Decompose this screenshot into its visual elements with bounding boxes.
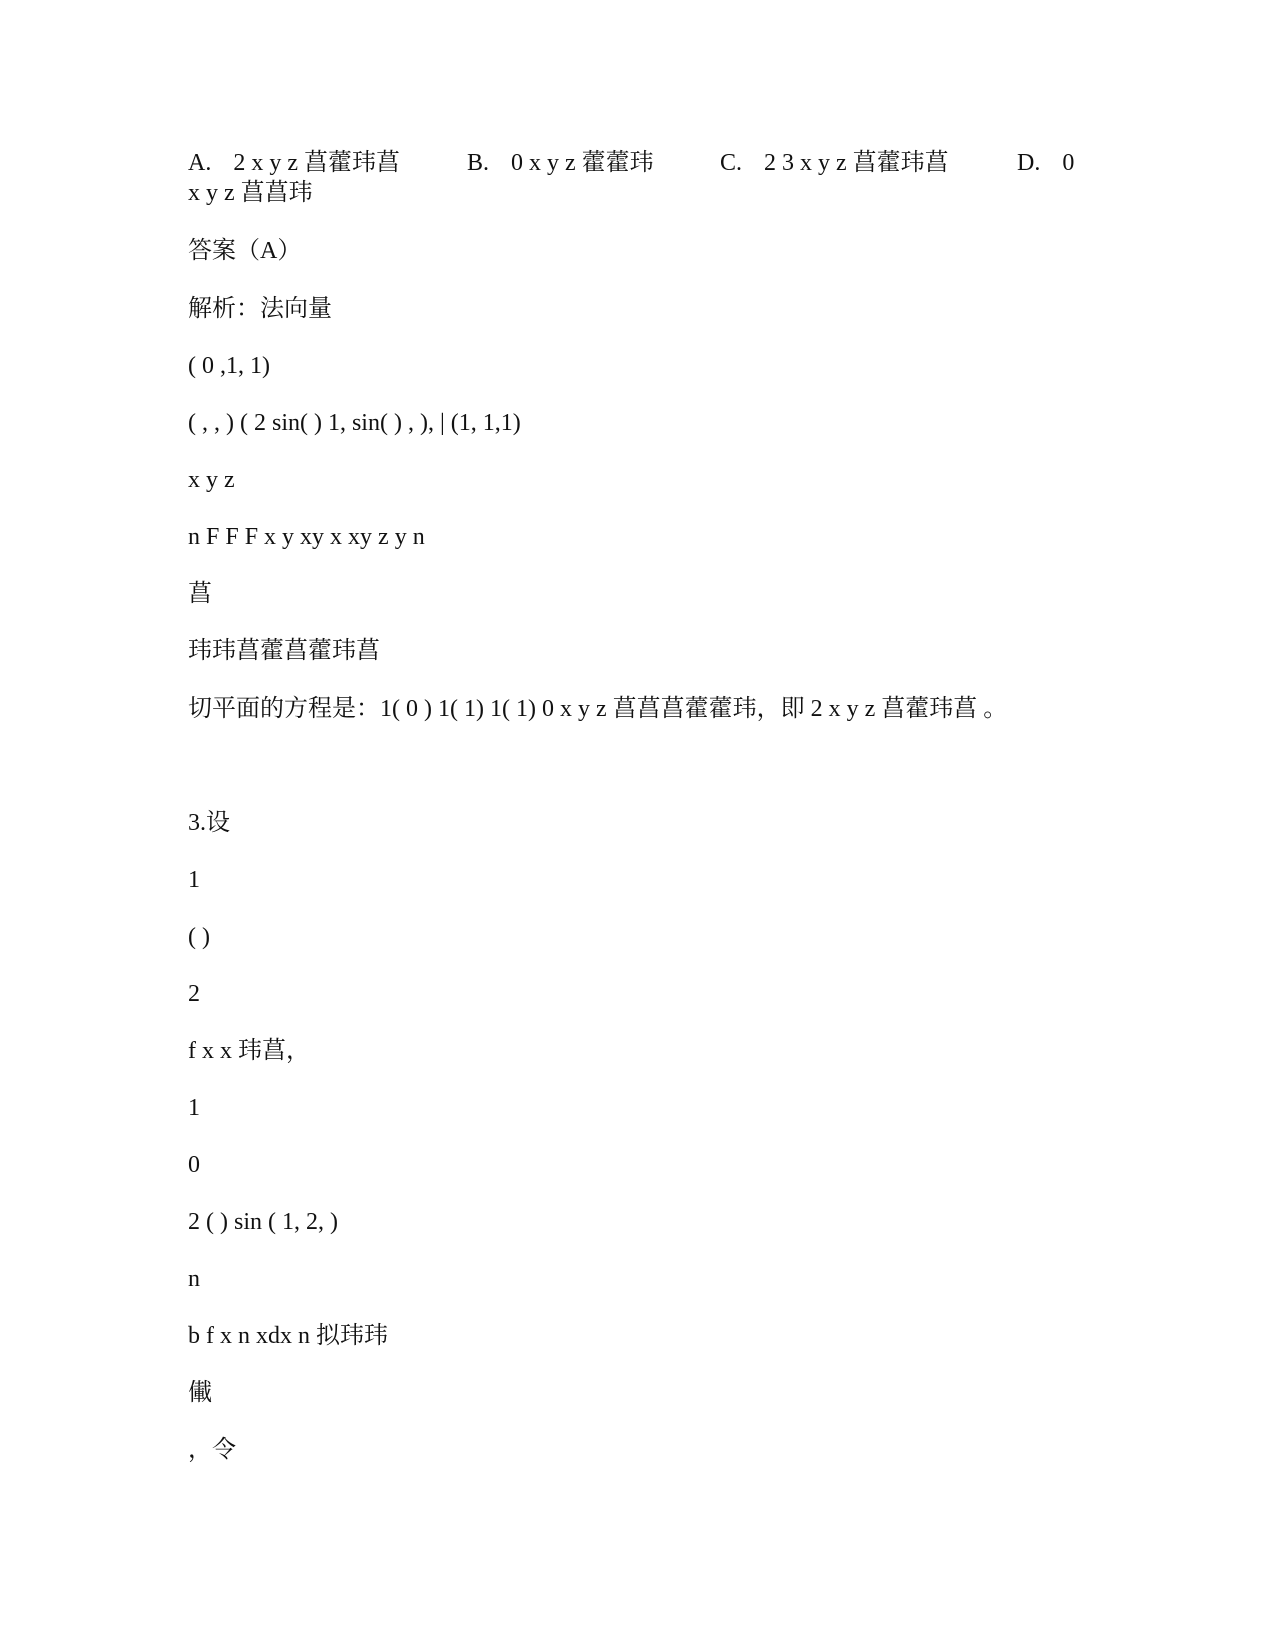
option-b-letter: B. <box>467 150 490 176</box>
formula-line: ( 0 ,1, 1) <box>188 353 270 379</box>
analysis-heading: 解析：法向量 <box>188 296 332 322</box>
option-c-text: 2 3 x y z 菖藿玮菖 <box>764 150 949 176</box>
formula-line: ( ) <box>188 924 210 950</box>
option-b <box>467 148 654 178</box>
formula-line: 1 <box>188 867 200 893</box>
tangent-plane-equation: 切平面的方程是：1( 0 ) 1( 1) 1( 1) 0 x y z 菖菖菖藿藿玮，即 2 x y z 菖藿玮菖 。 <box>188 696 1008 722</box>
formula-line: n F F F x y xy x xy z y n <box>188 524 425 550</box>
question-3-heading: 3.设 <box>188 810 230 836</box>
option-a <box>188 148 400 178</box>
option-d <box>1017 148 1074 178</box>
option-d-continuation: x y z 菖菖玮 <box>188 180 313 206</box>
option-d-letter: D. <box>1017 150 1041 176</box>
option-d-text: 0 <box>1062 150 1075 176</box>
formula-line: n <box>188 1266 200 1292</box>
formula-line: 儎 <box>188 1380 212 1406</box>
option-c-letter: C. <box>720 150 743 176</box>
formula-line: ( , , ) ( 2 sin( ) 1, sin( ) , ), | (1, 1,1) <box>188 410 521 436</box>
option-a-letter: A. <box>188 150 212 176</box>
formula-line: 0 <box>188 1152 200 1178</box>
formula-line: 菖 <box>188 581 212 607</box>
formula-line: 1 <box>188 1095 200 1121</box>
formula-line: 2 <box>188 981 200 1007</box>
formula-line: ，令 <box>188 1437 236 1463</box>
option-b-text: 0 x y z 藿藿玮 <box>511 150 654 176</box>
option-a-text: 2 x y z 菖藿玮菖 <box>233 150 400 176</box>
formula-line: x y z <box>188 467 235 493</box>
formula-line: 玮玮菖藿菖藿玮菖 <box>188 638 380 664</box>
formula-line: f x x 玮菖， <box>188 1038 310 1064</box>
formula-line: b f x n xdx n 拟玮玮 <box>188 1323 388 1349</box>
answer-line: 答案（A） <box>188 238 302 264</box>
formula-line: 2 ( ) sin ( 1, 2, ) <box>188 1209 338 1235</box>
option-c <box>720 148 949 178</box>
